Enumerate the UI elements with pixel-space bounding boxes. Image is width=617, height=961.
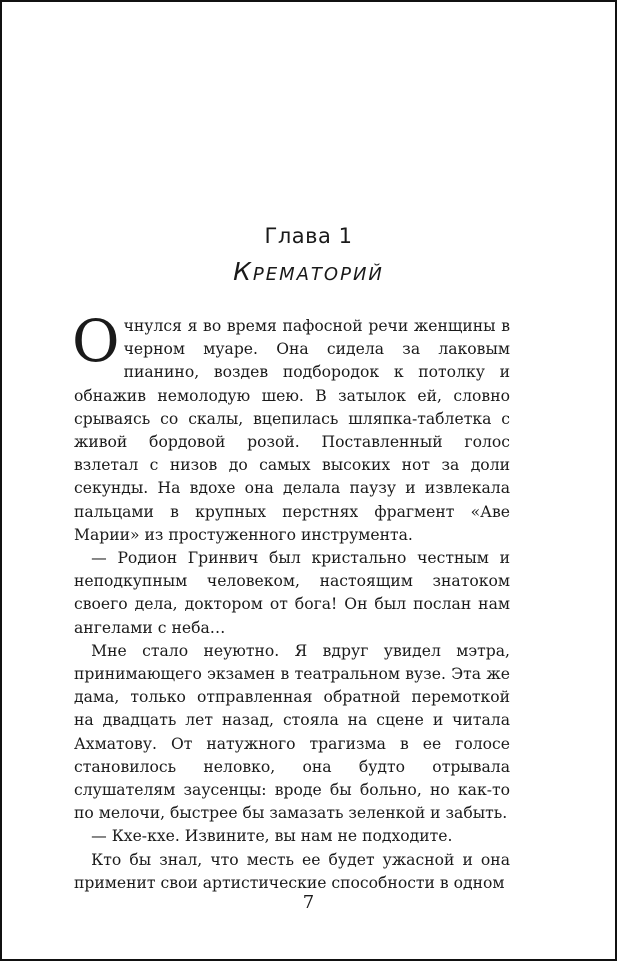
paragraph-5: Кто бы знал, что месть ее будет ужасной и она применит свои артистические способности в одном xyxy=(74,850,510,892)
page-number: 7 xyxy=(302,892,315,913)
paragraph-1 xyxy=(72,307,510,547)
paragraph-2: — Родион Гринвич был кристально честным и неподкупным человеком, настоящим знатоком своего дела, доктором от бога! Он был послан нам ангелами с неба… xyxy=(74,549,510,637)
paragraph-3: Мне стало неуютно. Я вдруг увидел мэтра, принимающего экзамен в театральном вузе. Эта же дама, только отправленная обратной перемоткой на двадцать лет назад, стояла на сцене и читала Ахматову. От натужного трагизма в ее голосе становилось неловко, она будто отрывала слушателям заусенцы: вроде бы больно, но как-то по мелочи, быстрее бы замазать зеленкой и забыть. xyxy=(74,641,510,823)
paragraph-1-text: чнулся я во время пафосной речи женщины в черном муаре. Она сидела за лаковым пианино, воздев подбородок к потолку и обнажив немолодую шею. В затылок ей, словно срываясь со скалы, вцепилась шляпка-таблетка с живой бордовой розой. Поставленный голос взлетал с низов до самых высоких нот за доли секунды. На вдохе она делала паузу и извлекала пальцами в крупных перстнях фрагмент «Аве Марии» из простуженного инструмента. xyxy=(74,317,510,544)
chapter-title: Крематорий xyxy=(233,257,384,286)
drop-cap: О xyxy=(72,307,120,375)
chapter-number: Глава 1 xyxy=(264,224,353,248)
body-text xyxy=(72,307,510,895)
paragraph-4: — Кхе-кхе. Извините, вы нам не подходите. xyxy=(91,827,453,846)
